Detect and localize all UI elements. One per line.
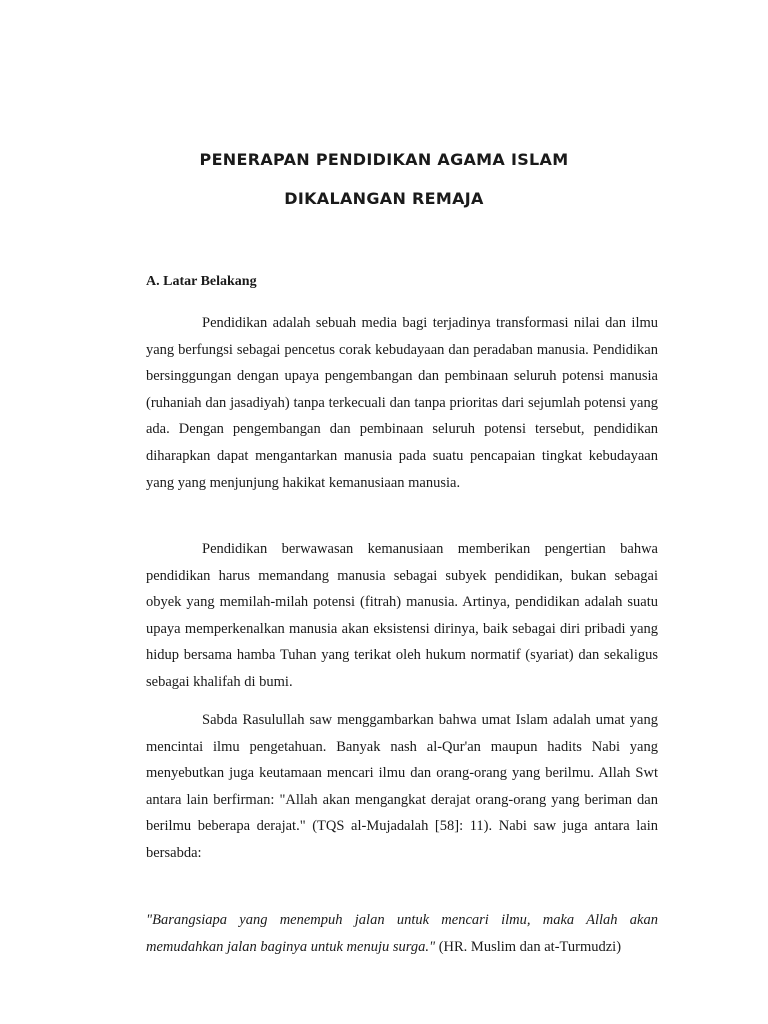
paragraph-1: Pendidikan adalah sebuah media bagi terjadinya transformasi nilai dan ilmu yang berfungsi sebagai pencetus corak kebudayaan dan peradaban manusia. Pendidikan bersinggungan dengan upaya pengembangan dan pembinaan seluruh potensi manusia (ruhaniah dan jasadiyah) tanpa terkecuali dan tanpa prioritas dari sejumlah potensi yang ada. Dengan pengembangan dan pembinaan seluruh potensi tersebut, pendidikan diharapkan dapat mengantarkan manusia pada suatu pencapaian tingkat kebudayaan yang yang menjunjung hakikat kemanusiaan manusia. <box>146 315 658 491</box>
paragraph-2: Pendidikan berwawasan kemanusiaan memberikan pengertian bahwa pendidikan harus memandang manusia sebagai subyek pendidikan, bukan sebagai obyek yang memilah-milah potensi (fitrah) manusia. Artinya, pendidikan adalah suatu upaya memperkenalkan manusia akan eksistensi dirinya, baik sebagai diri pribadi yang hidup bersama hamba Tuhan yang terikat oleh hukum normatif (syariat) dan sekaligus sebagai khalifah di bumi. <box>146 541 658 690</box>
hadith-quote <box>146 907 658 960</box>
document-title-line-1: PENERAPAN PENDIDIKAN AGAMA ISLAM <box>199 150 569 169</box>
quote-citation: (HR. Muslim dan at-Turmudzi) <box>435 938 622 955</box>
quote-text: "Barangsiapa yang menempuh jalan untuk mencari ilmu, maka Allah akan memudahkan jalan baginya untuk menuju surga." <box>146 912 658 955</box>
section-heading: A. Latar Belakang <box>146 274 257 289</box>
paragraph-3: Sabda Rasulullah saw menggambarkan bahwa umat Islam adalah umat yang mencintai ilmu pengetahuan. Banyak nash al-Qur'an maupun hadits Nabi yang menyebutkan juga keutamaan mencari ilmu dan orang-orang yang berilmu. Allah Swt antara lain berfirman: "Allah akan mengangkat derajat orang-orang yang beriman dan berilmu beberapa derajat." (TQS al-Mujadalah [58]: 11). Nabi saw juga antara lain bersabda: <box>146 712 658 861</box>
document-title-line-2: DIKALANGAN REMAJA <box>284 189 484 208</box>
